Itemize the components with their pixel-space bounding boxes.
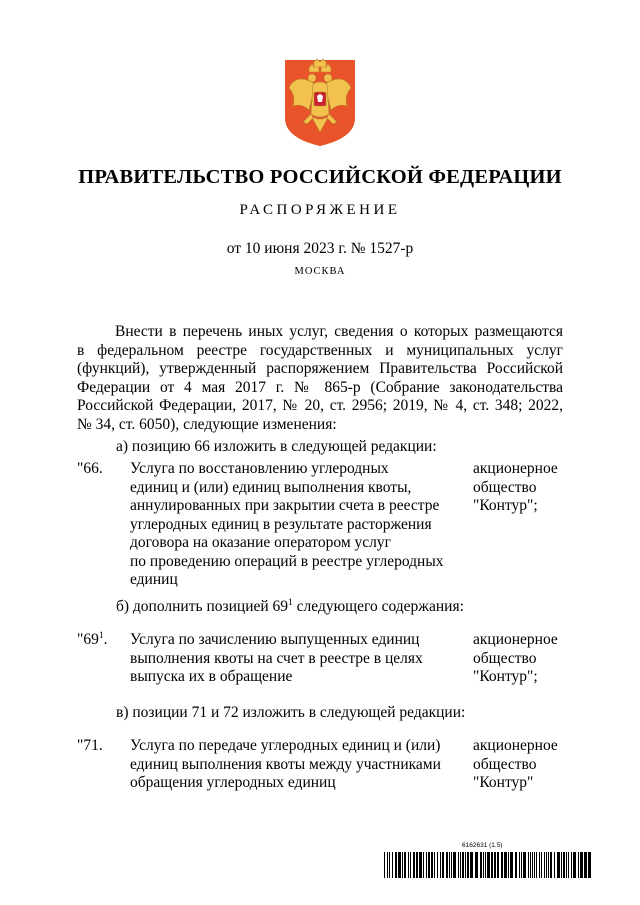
org-line: общество	[473, 755, 537, 773]
desc-line: выпуска их в обращение	[130, 668, 293, 685]
intro-line: Внести в перечень иных услуг, сведения о которых размещаются	[115, 323, 563, 340]
intro-paragraph	[77, 323, 563, 434]
barcode-caption: 6162631 (1.5)	[462, 842, 503, 849]
desc-line: Услуга по передаче углеродных единиц и (или)	[130, 737, 441, 754]
org-line: общество	[473, 649, 537, 667]
position-number: "71.	[77, 737, 103, 754]
position-number: "$69^1$.	[77, 630, 108, 648]
desc-line: единиц и (или) единиц выполнения квоты,	[130, 478, 412, 496]
desc-line: Услуга по зачислению выпущенных единиц	[130, 631, 420, 648]
item-b-label: б) дополнить позицией $69^1$ следующего содержания:	[116, 597, 464, 615]
desc-line: по проведению операций в реестре углеродных	[130, 552, 444, 570]
desc-line: выполнения квоты на счет в реестре в целях	[130, 649, 423, 667]
position-description	[130, 737, 455, 793]
position-number: "66.	[77, 460, 103, 477]
org-line: общество	[473, 478, 537, 496]
desc-line: единиц	[130, 571, 178, 588]
desc-line: обращения углеродных единиц	[130, 774, 336, 791]
org-line: "Контур";	[473, 668, 538, 685]
document-city: МОСКВА	[294, 266, 346, 277]
position-description	[130, 460, 455, 590]
desc-line: аннулированных при закрытии счета в реестре	[130, 497, 440, 514]
document-kind: РАСПОРЯЖЕНИЕ	[239, 202, 401, 218]
org-line: акционерное	[473, 737, 558, 754]
desc-line: договора на оказание оператором услуг	[130, 534, 391, 551]
item-v-label: в) позиции 71 и 72 изложить в следующей редакции:	[116, 704, 466, 721]
coat-of-arms-icon	[283, 58, 357, 148]
org-line: "Контур"	[473, 774, 534, 791]
org-line: акционерное	[473, 631, 558, 648]
intro-line: Федерации от 4 мая 2017 г. № 865-р (Собрание законодательства	[77, 378, 563, 396]
intro-line: № 34, ст. 6050), следующие изменения:	[77, 415, 337, 433]
org-line: акционерное	[473, 460, 558, 477]
item-a-label: а) позицию 66 изложить в следующей редакции:	[116, 438, 437, 455]
intro-line: (функций), утвержденный распоряжением Правительства Российской	[77, 360, 563, 377]
position-organization	[473, 631, 583, 687]
desc-line: углеродных единиц в результате расторжения	[130, 515, 432, 533]
intro-line: Российской Федерации, 2017, № 20, ст. 2956; 2019, № 4, ст. 348; 2022,	[77, 397, 563, 414]
position-organization	[473, 737, 583, 793]
document-date-number: от 10 июня 2023 г. № 1527-р	[226, 240, 414, 257]
desc-line: единиц выполнения квоты между участниками	[130, 755, 441, 773]
intro-line: в федеральном реестре государственных и муниципальных услуг	[77, 341, 563, 359]
desc-line: Услуга по восстановлению углеродных	[130, 460, 389, 477]
government-title: ПРАВИТЕЛЬСТВО РОССИЙСКОЙ ФЕДЕРАЦИИ	[78, 166, 562, 188]
position-organization	[473, 460, 583, 516]
org-line: "Контур";	[473, 497, 538, 514]
position-description	[130, 631, 455, 687]
barcode-icon	[384, 852, 592, 878]
